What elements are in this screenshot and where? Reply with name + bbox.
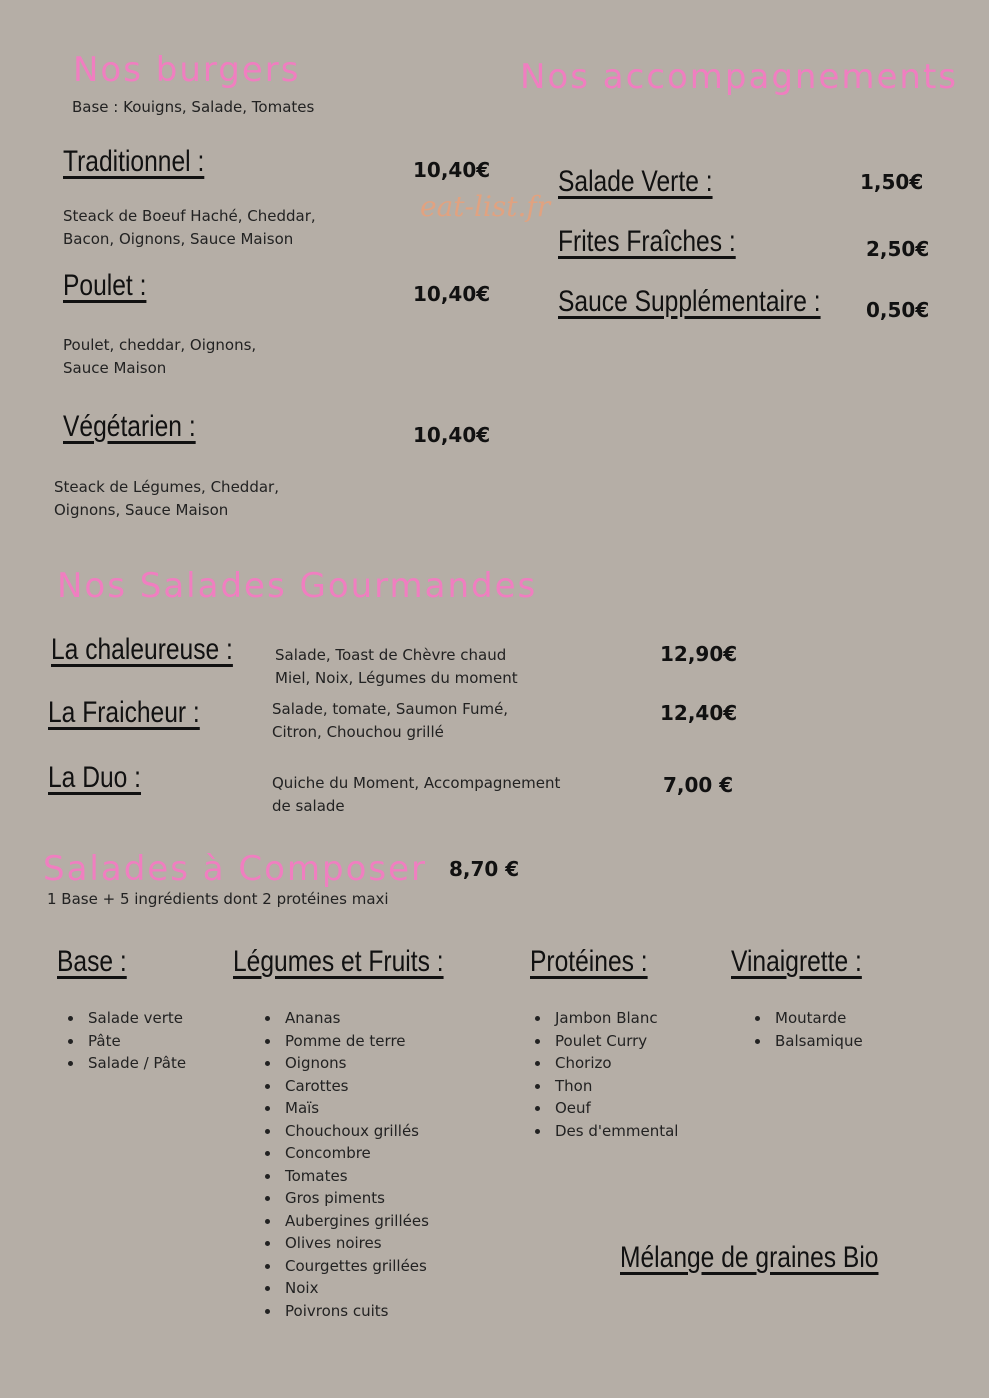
accompagnements-title: Nos accompagnements xyxy=(520,57,958,97)
salade-fraicheur-desc: Salade, tomate, Saumon Fumé, Citron, Chouchou grillé xyxy=(272,700,509,741)
composer-price: 8,70 € xyxy=(449,857,520,881)
column-proteines-list xyxy=(529,1007,678,1142)
composer-title: Salades à Composer xyxy=(43,849,428,889)
column-legumes-list xyxy=(259,1007,429,1322)
column-base-title: Base : xyxy=(57,945,127,978)
list-item: • Jambon Blanc xyxy=(551,1007,678,1030)
list-item: • Ananas xyxy=(281,1007,429,1030)
burgers-title: Nos burgers xyxy=(73,50,301,90)
column-legumes-title: Légumes et Fruits : xyxy=(233,945,444,978)
list-item: • Poivrons cuits xyxy=(281,1300,429,1323)
list-item: • Courgettes grillées xyxy=(281,1255,429,1278)
list-item: • Thon xyxy=(551,1075,678,1098)
salade-chaleureuse-desc: Salade, Toast de Chèvre chaud Miel, Noix, Légumes du moment xyxy=(275,646,518,687)
accomp-frites-title: Frites Fraîches : xyxy=(558,225,736,258)
list-item: • Pâte xyxy=(84,1030,186,1053)
column-vinaigrette-title: Vinaigrette : xyxy=(731,945,862,978)
burger-vegetarien-title: Végétarien : xyxy=(63,410,196,443)
list-item: • Tomates xyxy=(281,1165,429,1188)
composer-subtitle: 1 Base + 5 ingrédients dont 2 protéines maxi xyxy=(47,890,389,908)
burger-traditionnel-desc: Steack de Boeuf Haché, Cheddar, Bacon, Oignons, Sauce Maison xyxy=(63,207,316,248)
list-item: • Carottes xyxy=(281,1075,429,1098)
list-item: • Gros piments xyxy=(281,1187,429,1210)
list-item: • Des d'emmental xyxy=(551,1120,678,1143)
list-item: • Maïs xyxy=(281,1097,429,1120)
burgers-base: Base : Kouigns, Salade, Tomates xyxy=(72,98,315,116)
list-item: • Pomme de terre xyxy=(281,1030,429,1053)
list-item: • Moutarde xyxy=(771,1007,863,1030)
list-item: • Noix xyxy=(281,1277,429,1300)
burger-poulet-title: Poulet : xyxy=(63,269,147,302)
accomp-sauce-title: Sauce Supplémentaire : xyxy=(558,285,821,318)
burger-poulet-desc: Poulet, cheddar, Oignons, Sauce Maison xyxy=(63,336,257,377)
salades-title: Nos Salades Gourmandes xyxy=(57,566,538,606)
list-item: • Chorizo xyxy=(551,1052,678,1075)
accomp-salade-verte-title: Salade Verte : xyxy=(558,165,713,198)
list-item: • Aubergines grillées xyxy=(281,1210,429,1233)
watermark: eat-list.fr xyxy=(420,190,551,223)
list-item: • Salade verte xyxy=(84,1007,186,1030)
list-item: • Salade / Pâte xyxy=(84,1052,186,1075)
graines-bio-label: Mélange de graines Bio xyxy=(620,1241,879,1274)
burger-poulet-price: 10,40€ xyxy=(413,282,491,306)
column-base-list xyxy=(62,1007,186,1075)
list-item: • Concombre xyxy=(281,1142,429,1165)
salade-duo-title: La Duo : xyxy=(48,761,142,794)
burger-vegetarien-price: 10,40€ xyxy=(413,423,491,447)
accomp-sauce-price: 0,50€ xyxy=(866,298,930,322)
list-item: • Olives noires xyxy=(281,1232,429,1255)
salade-chaleureuse-title: La chaleureuse : xyxy=(51,633,233,666)
list-item: • Poulet Curry xyxy=(551,1030,678,1053)
salade-fraicheur-title: La Fraicheur : xyxy=(48,696,200,729)
column-vinaigrette-list xyxy=(749,1007,863,1052)
list-item: • Balsamique xyxy=(771,1030,863,1053)
list-item: • Oeuf xyxy=(551,1097,678,1120)
salade-fraicheur-price: 12,40€ xyxy=(660,701,738,725)
accomp-salade-verte-price: 1,50€ xyxy=(860,170,924,194)
list-item: • Oignons xyxy=(281,1052,429,1075)
list-item: • Chouchoux grillés xyxy=(281,1120,429,1143)
column-proteines-title: Protéines : xyxy=(530,945,648,978)
salade-duo-price: 7,00 € xyxy=(663,773,734,797)
accomp-frites-price: 2,50€ xyxy=(866,237,930,261)
salade-duo-desc: Quiche du Moment, Accompagnement de salade xyxy=(272,774,561,815)
salade-chaleureuse-price: 12,90€ xyxy=(660,642,738,666)
burger-vegetarien-desc: Steack de Légumes, Cheddar, Oignons, Sauce Maison xyxy=(54,478,279,519)
burger-traditionnel-title: Traditionnel : xyxy=(63,145,205,178)
burger-traditionnel-price: 10,40€ xyxy=(413,158,491,182)
